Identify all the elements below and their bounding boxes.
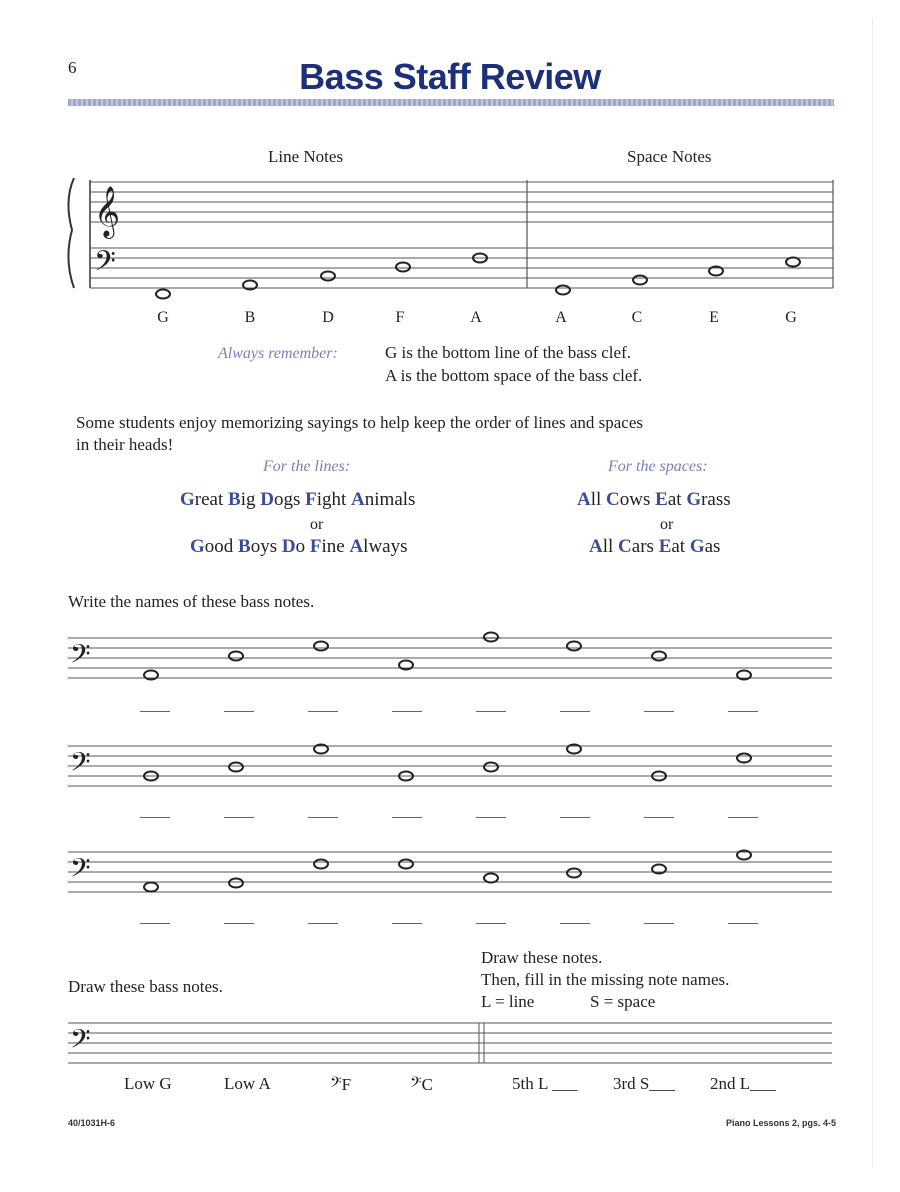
answer-blank[interactable] [392, 817, 422, 818]
intro-line-1: Some students enjoy memorizing sayings to help keep the order of lines and spaces [76, 413, 644, 432]
answer-blank[interactable] [308, 923, 338, 924]
spaces-saying-2: All Cars Eat Gas [589, 536, 721, 557]
answer-blank[interactable] [644, 711, 674, 712]
spaces-or: or [660, 516, 674, 533]
answer-blank[interactable] [140, 711, 170, 712]
answer-blank[interactable] [224, 817, 254, 818]
note-name: A [555, 309, 567, 326]
note-name: B [244, 309, 256, 326]
note-name: G [785, 309, 797, 326]
answer-blank[interactable] [560, 817, 590, 818]
note-name: E [709, 309, 719, 326]
grand-staff [60, 170, 840, 300]
answer-blank[interactable] [140, 817, 170, 818]
bass-clef-icon: 𝄢 [70, 746, 91, 784]
draw-label-clef-f: 𝄢F [330, 1074, 352, 1094]
bass-clef-icon: 𝄢 [70, 852, 91, 890]
space-notes-label: Space Notes [627, 147, 712, 166]
note-name: A [470, 309, 482, 326]
draw-left-instruction: Draw these bass notes. [68, 977, 223, 996]
spaces-saying-label: For the spaces: [608, 458, 708, 475]
answer-blank[interactable] [644, 817, 674, 818]
note-name: F [395, 309, 405, 326]
reminder-line-1: G is the bottom line of the bass clef. [385, 343, 631, 362]
draw-right-line-2: Then, fill in the missing note names. [481, 970, 730, 989]
bass-clef-icon: 𝄢 [70, 1023, 91, 1061]
lines-saying-label: For the lines: [263, 458, 351, 475]
answer-blank[interactable] [476, 923, 506, 924]
bass-clef-icon: 𝄢 [410, 1074, 422, 1094]
draw-label: 3rd S___ [613, 1074, 675, 1093]
lines-saying-2: Good Boys Do Fine Always [190, 536, 408, 557]
footer-reference: Piano Lessons 2, pgs. 4-5 [725, 1118, 836, 1128]
draw-label: Low A [224, 1074, 271, 1093]
footer-code: 40/1031H-6 [68, 1118, 116, 1128]
title-rule [68, 99, 834, 106]
reminder-line-2: A is the bottom space of the bass clef. [385, 366, 643, 385]
note-d-line [321, 272, 335, 281]
answer-blank[interactable] [644, 923, 674, 924]
lines-saying-1: Great Big Dogs Fight Animals [180, 489, 416, 510]
note-g-space [786, 258, 800, 267]
note-c-space [633, 276, 647, 285]
answer-blank[interactable] [560, 711, 590, 712]
answer-blank[interactable] [728, 711, 758, 712]
bass-clef-icon: 𝄢 [94, 245, 116, 285]
answer-blank[interactable] [392, 923, 422, 924]
draw-label: 5th L ___ [512, 1074, 578, 1093]
answer-blank[interactable] [224, 711, 254, 712]
reminder-label: Always remember: [218, 345, 338, 362]
staff-brace [68, 178, 74, 288]
note-a-space [556, 286, 570, 295]
answer-blank[interactable] [560, 923, 590, 924]
intro-line-2: in their heads! [76, 435, 174, 454]
bass-clef-icon: 𝄢 [70, 638, 91, 676]
draw-label: 2nd L___ [710, 1074, 776, 1093]
line-notes-label: Line Notes [268, 147, 344, 166]
page-title: Bass Staff Review [299, 56, 601, 97]
answer-blank[interactable] [308, 711, 338, 712]
note-name: D [322, 309, 334, 326]
legend-line: L = line [481, 992, 535, 1011]
answer-blank[interactable] [140, 923, 170, 924]
draw-label-clef-c: 𝄢C [410, 1074, 433, 1094]
answer-blank[interactable] [308, 817, 338, 818]
page-number: 6 [68, 58, 77, 77]
answer-blank[interactable] [728, 817, 758, 818]
exercise-staff-2 [66, 738, 836, 798]
note-name: C [631, 309, 643, 326]
write-names-instruction: Write the names of these bass notes. [68, 592, 315, 611]
legend-space: S = space [590, 992, 656, 1011]
treble-clef-icon: 𝄞 [94, 186, 121, 237]
draw-right-line-1: Draw these notes. [481, 948, 603, 967]
note-name: G [157, 309, 169, 326]
spaces-saying-1: All Cows Eat Grass [577, 489, 731, 510]
exercise-staff-1 [66, 630, 836, 690]
draw-staff[interactable] [66, 1015, 836, 1070]
exercise-staff-3 [66, 844, 836, 904]
draw-label: Low G [124, 1074, 172, 1093]
answer-blank[interactable] [392, 711, 422, 712]
answer-blank[interactable] [476, 817, 506, 818]
note-g-line [156, 290, 170, 299]
answer-blank[interactable] [728, 923, 758, 924]
bass-clef-icon: 𝄢 [330, 1074, 342, 1094]
lines-or: or [310, 516, 324, 533]
answer-blank[interactable] [476, 711, 506, 712]
answer-blank[interactable] [224, 923, 254, 924]
note-f-line [396, 263, 410, 272]
